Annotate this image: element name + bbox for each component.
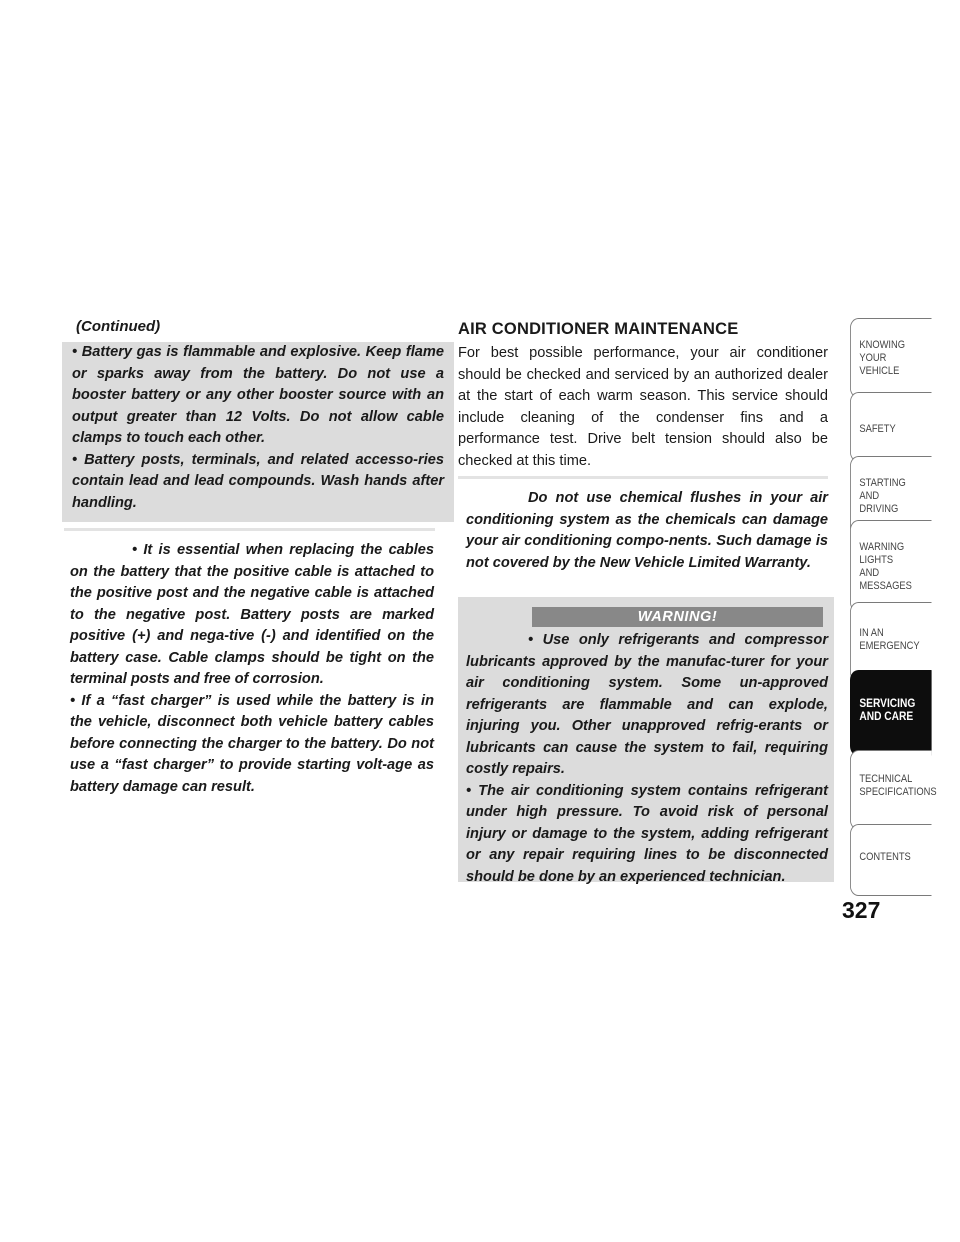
- tab-label-line: STARTING: [859, 477, 906, 489]
- tab-label-line: VEHICLE: [859, 365, 900, 377]
- caution-bullet: • If a “fast charger” is used while the battery is in the vehicle, disconnect both vehicle battery cables before connecting the charger to the battery. Do not use a “fast charger” to provide starting volt-age as battery damage can result.: [70, 692, 434, 795]
- caution-rule: [64, 528, 435, 531]
- tab-label-line: AND: [859, 567, 880, 579]
- battery-warning-box: [62, 342, 454, 522]
- warning-bullet: • Use only refrigerants and compressor lubricants approved by the manufac-turer for your air conditioning system. Some un-approved refrigerants are flammable and can explode, injuring you. Other unapproved refrig-erants or lubricants can cause the system to fail, requiring costly repairs.: [466, 632, 828, 777]
- tab-label-line: KNOWING: [859, 339, 906, 351]
- tab-label-line: EMERGENCY: [859, 640, 920, 652]
- caution-rule: [458, 476, 828, 479]
- tab-label-line: CONTENTS: [859, 851, 911, 863]
- tab-knowing-your-vehicle[interactable]: [850, 318, 932, 398]
- tab-label-line: AND CARE: [859, 709, 914, 723]
- tab-contents[interactable]: [850, 824, 932, 896]
- tab-technical-specifications[interactable]: [850, 750, 937, 830]
- tab-label-line: LIGHTS: [859, 554, 894, 566]
- tab-label-line: AND: [859, 490, 880, 502]
- ac-warning-text: [466, 630, 828, 888]
- tab-servicing-and-care[interactable]: [850, 670, 932, 756]
- battery-caution: [70, 540, 434, 798]
- section-heading: AIR CONDITIONER MAINTENANCE: [458, 320, 739, 338]
- warning-bullet: • Battery posts, terminals, and related accesso-ries contain lead and lead compounds. Wash hands after handling.: [72, 451, 444, 511]
- tab-safety[interactable]: [850, 392, 932, 462]
- tab-label-line: SERVICING: [859, 696, 916, 710]
- tab-label-line: SPECIFICATIONS: [859, 786, 937, 798]
- tab-label-line: SAFETY: [859, 423, 896, 435]
- warning-title: WARNING!: [532, 607, 823, 627]
- tab-label-line: WARNING: [859, 541, 905, 553]
- tab-label-line: MESSAGES: [859, 580, 912, 592]
- tab-label-line: IN AN: [859, 627, 884, 639]
- section-body: For best possible performance, your air conditioner should be checked and serviced by an authorized dealer at the start of each warm season. This service should include cleaning of the condenser fins and a performance test. Drive belt tension should also be checked at this time.: [458, 345, 828, 469]
- tab-label-line: YOUR: [859, 352, 887, 364]
- warning-bullet: • The air conditioning system contains refrigerant under high pressure. To avoid risk of personal injury or damage to the system, adding refrigerant or any repair requiring lines to be disconnected should be done by an experienced technician.: [466, 782, 828, 885]
- tab-warning-lights-and-messages[interactable]: [850, 520, 932, 612]
- warning-bullet: • Battery gas is flammable and explosive. Keep flame or sparks away from the battery. Do not use a booster battery or any other booster source with an output greater than 12 Volts. Do not allow cable clamps to touch each other.: [72, 344, 444, 446]
- ac-caution: Do not use chemical flushes in your air conditioning system as the chemicals can damage your air conditioning compo-nents. Such damage is not covered by the New Vehicle Limited Warranty.: [466, 490, 828, 571]
- tab-label-line: TECHNICAL: [859, 773, 913, 785]
- tab-label-line: DRIVING: [859, 503, 899, 515]
- continued-label: (Continued): [76, 318, 161, 335]
- page-number: 327: [842, 897, 881, 923]
- caution-bullet: • It is essential when replacing the cables on the battery that the positive cable is attached to the positive post and the negative cable is attached to the negative post. Battery posts are marked positive (+) and nega-tive (-) and identified on the battery case. Cable clamps should be tight on the terminal posts and free of corrosion.: [70, 542, 434, 687]
